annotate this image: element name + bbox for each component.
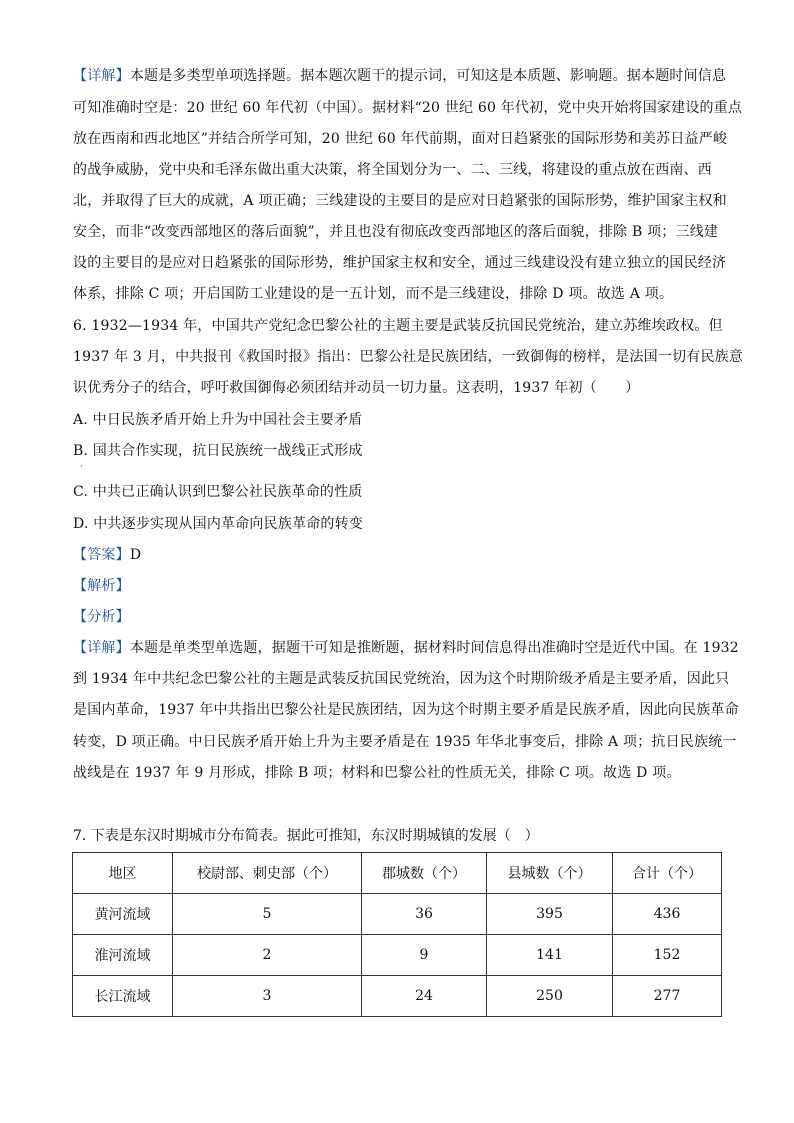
table-header-cell: 校尉部、刺史部（个） (173, 853, 362, 894)
detail-line: 到 1934 年中共纪念巴黎公社的主题是武装反抗国民党统治，因为这个时期阶级矛盾是主要矛盾，因此只 (73, 671, 730, 687)
detail-line: 设的主要目的是应对日趋紧张的国际形势，维护国家主权和安全，通过三线建设没有建立独立的国民经济 (73, 255, 727, 271)
detail-tag: 【详解】 (73, 68, 130, 84)
table-cell: 250 (487, 976, 613, 1017)
answer-line (73, 545, 141, 565)
table-cell: 9 (362, 935, 487, 976)
table-header-cell: 地区 (73, 853, 173, 894)
table-cell: 24 (362, 976, 487, 1017)
detail-line: 是国内革命，1937 年中共指出巴黎公社是民族团结，因为这个时期主要矛盾是民族矛盾，因此向民族革命 (73, 702, 739, 718)
analysis-tag: 【解析】 (73, 578, 130, 594)
table-cell: 436 (613, 894, 722, 935)
table-cell: 5 (173, 894, 362, 935)
question-stem: 7. 下表是东汉时期城市分布简表。据此可推知，东汉时期城镇的发展（ ） (73, 828, 539, 844)
stray-dot: · (80, 462, 83, 471)
table-cell: 淮河流域 (73, 935, 173, 976)
option-a: A. 中日民族矛盾开始上升为中国社会主要矛盾 (73, 412, 363, 428)
detail-line: 北，并取得了巨大的成就，A 项正确；三线建设的主要目的是应对日趋紧张的国际形势，维护国家主权和 (73, 193, 727, 209)
detail-line: 安全，而非“改变西部地区的落后面貌”，并且也没有彻底改变西部地区的落后面貌，排除 B 项；三线建 (73, 224, 719, 240)
table-cell: 3 (173, 976, 362, 1017)
answer-value: D (129, 547, 142, 563)
table-header-cell: 郡城数（个） (362, 853, 487, 894)
table-cell: 长江流域 (73, 976, 173, 1017)
city-distribution-table (72, 852, 722, 1017)
answer-tag: 【答案】 (73, 547, 130, 563)
question-stem-line: 识优秀分子的结合，呼吁救国御侮必须团结并动员一切力量。这表明，1937 年初（ ） (73, 380, 640, 396)
option-d: D. 中共逐步实现从国内革命向民族革命的转变 (73, 516, 364, 532)
detail-line: 体系，排除 C 项；开启国防工业建设的是一五计划，而不是三线建设，排除 D 项。故选 A 项。 (73, 286, 674, 302)
detail-line: 的战争威胁，党中央和毛泽东做出重大决策，将全国划分为一、二、三线，将建设的重点放在西南、西 (73, 162, 712, 178)
option-c: C. 中共已正确认识到巴黎公社民族革命的性质 (73, 484, 363, 500)
table-cell: 2 (173, 935, 362, 976)
table-cell: 395 (487, 894, 613, 935)
detail-line: 战线是在 1937 年 9 月形成，排除 B 项；材料和巴黎公社的性质无关，排除 C 项。故选 D 项。 (73, 765, 681, 781)
detail-line: 转变，D 项正确。中日民族矛盾开始上升为主要矛盾是在 1935 年华北事变后，排除 A 项；抗日民族统一 (73, 734, 737, 750)
question-stem-line: 1937 年 3 月，中共报刊《救国时报》指出：巴黎公社是民族团结，一致御侮的榜样，是法国一切有民族意 (73, 349, 744, 365)
detail-line: 【详解】本题是多类型单项选择题。据本题次题干的提示词，可知这是本质题、影响题。据本题时间信息 (73, 68, 727, 84)
table-row (73, 935, 722, 976)
table-header-cell: 县城数（个） (487, 853, 613, 894)
table-row (73, 894, 722, 935)
question-stem-line: 6. 1932—1934 年，中国共产党纪念巴黎公社的主题主要是武装反抗国民党统治，建立苏维埃政权。但 (73, 318, 723, 334)
detail-line: 可知准确时空是：20 世纪 60 年代初（中国）。据材料“20 世纪 60 年代初，党中央开始将国家建设的重点 (73, 100, 743, 116)
table-cell: 黄河流域 (73, 894, 173, 935)
table-cell: 152 (613, 935, 722, 976)
option-b: B. 国共合作实现，抗日民族统一战线正式形成 (73, 443, 363, 459)
table-cell: 36 (362, 894, 487, 935)
detail-line: 【详解】本题是单类型单选题，据题干可知是推断题，据材料时间信息得出准确时空是近代中国。在 1932 (73, 640, 739, 656)
table-cell: 277 (613, 976, 722, 1017)
table-cell: 141 (487, 935, 613, 976)
fenxi-tag: 【分析】 (73, 609, 130, 625)
table-row (73, 976, 722, 1017)
detail-line: 放在西南和西北地区”并结合所学可知，20 世纪 60 年代前期，面对日趋紧张的国际形势和美苏日益严峻 (73, 131, 728, 147)
detail-tag: 【详解】 (73, 640, 130, 656)
table-header-row (73, 853, 722, 894)
table-header-cell: 合计（个） (613, 853, 722, 894)
